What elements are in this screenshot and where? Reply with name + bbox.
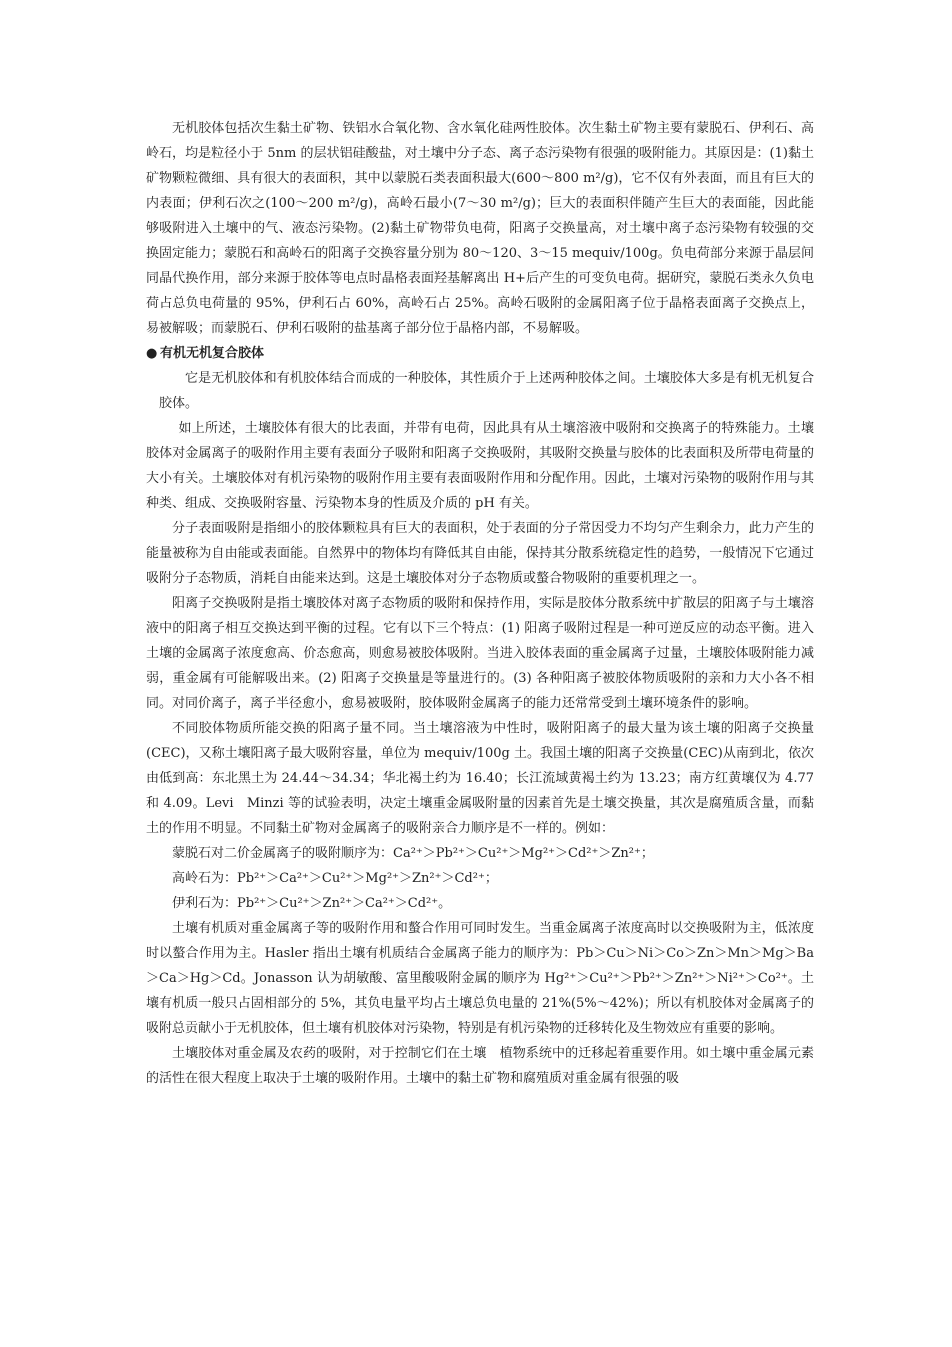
document-page [146,116,814,1091]
paragraph-cec: 不同胶体物质所能交换的阳离子量不同。当土壤溶液为中性时，吸附阳离子的最大量为该土壤的阳离子交换量(CEC)，又称土壤阳离子最大吸附容量，单位为 mequiv/100g 土。我国土壤的阳离子交换量(CEC)从南到北，依次由低到高：东北黑土为 24.44～34.34；华北褐土约为 16.40；长江流域黄褐土约为 13.23；南方红黄壤仅为 4.77 和 4.09。Levi Minzi 等的试验表明，决定土壤重金属吸附量的因素首先是土壤交换量，其次是腐殖质含量，而黏土的作用不明显。不同黏土矿物对金属离子的吸附亲合力顺序是不一样的。例如： [146,721,814,836]
paragraph-molecular-adsorption: 分子表面吸附是指细小的胶体颗粒具有巨大的表面积，处于表面的分子常因受力不均匀产生剩余力，此力产生的能量被称为自由能或表面能。自然界中的物体均有降低其自由能，保持其分散系统稳定性的趋势，一般情况下它通过吸附分子态物质，消耗自由能来达到。这是土壤胶体对分子态物质或螯合物吸附的重要机理之一。 [146,521,814,586]
section-heading [146,341,814,366]
bullet-dot-icon: ● [146,346,158,361]
paragraph-summary: 如上所述，土壤胶体有很大的比表面，并带有电荷，因此具有从土壤溶液中吸附和交换离子的特殊能力。土壤胶体对金属离子的吸附作用主要有表面分子吸附和阳离子交换吸附，其吸附交换量与胶体的比表面积及所带电荷量的大小有关。土壤胶体对有机污染物的吸附作用主要有表面吸附作用和分配作用。因此，土壤对污染物的吸附作用与其种类、组成、交换吸附容量、污染物本身的性质及介质的 pH 有关。 [146,421,814,511]
paragraph-last: 土壤胶体对重金属及农药的吸附，对于控制它们在土壤 植物系统中的迁移起着重要作用。如土壤中重金属元素的活性在很大程度上取决于土壤的吸附作用。土壤中的黏土矿物和腐殖质对重金属有很强的吸 [146,1046,814,1086]
paragraph-inorganic-colloid: 无机胶体包括次生黏土矿物、铁铝水合氧化物、含水氧化硅两性胶体。次生黏土矿物主要有蒙脱石、伊利石、高岭石，均是粒径小于 5nm 的层状铝硅酸盐，对土壤中分子态、离子态污染物有很强的吸附能力。其原因是：(1)黏土矿物颗粒微细、具有很大的表面积，其中以蒙脱石类表面积最大(600～800 m²/g)，它不仅有外表面，而且有巨大的内表面；伊利石次之(100～200 m²/g)，高岭石最小(7～30 m²/g)；巨大的表面积伴随产生巨大的表面能，因此能够吸附进入土壤中的气、液态污染物。(2)黏土矿物带负电荷，阳离子交换量高，对土壤中离子态污染物有较强的交换固定能力；蒙脱石和高岭石的阳离子交换容量分别为 80～120、3～15 mequiv/100g。负电荷部分来源于晶层间同晶代换作用，部分来源于胶体等电点时晶格表面羟基解离出 H+后产生的可变负电荷。据研究，蒙脱石类永久负电荷占总负电荷量的 95%，伊利石占 60%，高岭石占 25%。高岭石吸附的金属阳离子位于晶格表面离子交换点上，易被解吸；而蒙脱石、伊利石吸附的盐基离子部分位于晶格内部，不易解吸。 [146,121,814,336]
order-montmorillonite: 蒙脱石对二价金属离子的吸附顺序为：Ca²⁺＞Pb²⁺＞Cu²⁺＞Mg²⁺＞Cd²⁺＞Zn²⁺； [172,846,654,861]
order-illite: 伊利石为：Pb²⁺＞Cu²⁺＞Zn²⁺＞Ca²⁺＞Cd²⁺。 [172,896,452,911]
order-kaolinite: 高岭石为：Pb²⁺＞Ca²⁺＞Cu²⁺＞Mg²⁺＞Zn²⁺＞Cd²⁺； [172,871,498,886]
section-heading-text: 有机无机复合胶体 [160,346,265,361]
paragraph-organic-matter: 土壤有机质对重金属离子等的吸附作用和螯合作用可同时发生。当重金属离子浓度高时以交换吸附为主，低浓度时以螯合作用为主。Hasler 指出土壤有机质结合金属离子能力的顺序为：Pb＞Cu＞Ni＞Co＞Zn＞Mn＞Mg＞Ba＞Ca＞Hg＞Cd。Jonasson 认为胡敏酸、富里酸吸附金属的顺序为 Hg²⁺＞Cu²⁺＞Pb²⁺＞Zn²⁺＞Ni²⁺＞Co²⁺。土壤有机质一般只占固相部分的 5%，其负电量平均占土壤总负电量的 21%(5%～42%)；所以有机胶体对金属离子的吸附总贡献小于无机胶体，但土壤有机胶体对污染物，特别是有机污染物的迁移转化及生物效应有重要的影响。 [146,921,814,1036]
paragraph-composite-colloid: 它是无机胶体和有机胶体结合而成的一种胶体，其性质介于上述两种胶体之间。土壤胶体大多是有机无机复合胶体。 [159,371,814,411]
paragraph-cation-exchange: 阳离子交换吸附是指土壤胶体对离子态物质的吸附和保持作用，实际是胶体分散系统中扩散层的阳离子与土壤溶液中的阳离子相互交换达到平衡的过程。它有以下三个特点：(1) 阳离子吸附过程是一种可逆反应的动态平衡。进入土壤的金属离子浓度愈高、价态愈高，则愈易被胶体吸附。当进入胶体表面的重金属离子过量，土壤胶体吸附能力减弱，重金属有可能解吸出来。(2) 阳离子交换量是等量进行的。(3) 各种阳离子被胶体物质吸附的亲和力大小各不相同。对同价离子，离子半径愈小，愈易被吸附，胶体吸附金属离子的能力还常常受到土壤环境条件的影响。 [146,596,814,711]
